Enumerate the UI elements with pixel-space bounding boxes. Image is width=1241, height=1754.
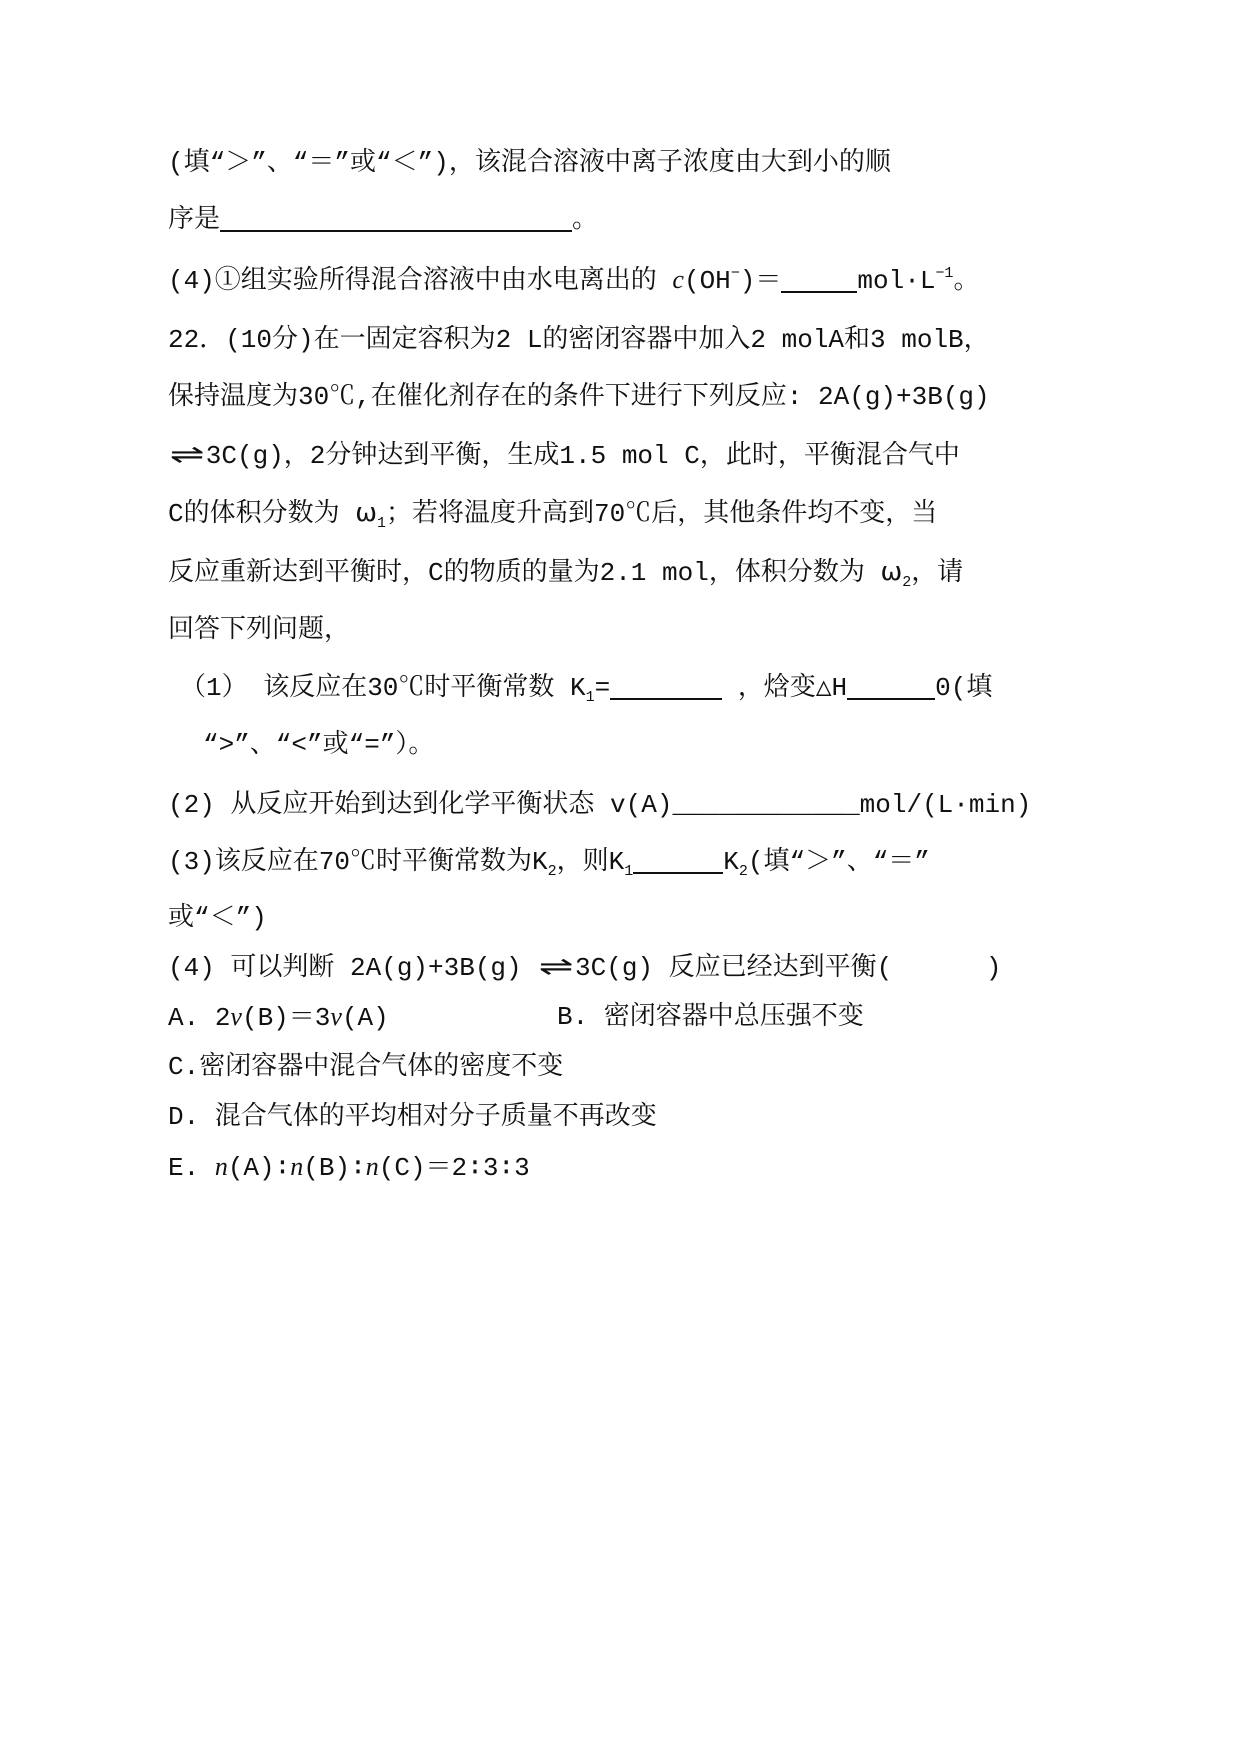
option-d bbox=[168, 1100, 657, 1134]
option-b bbox=[557, 1000, 864, 1034]
option-a bbox=[168, 1000, 389, 1034]
equilibrium-constant-blank bbox=[610, 698, 722, 700]
amount-symbol-n: n bbox=[290, 1152, 304, 1181]
period-mark: 。 bbox=[572, 205, 599, 235]
enthalpy-sign-blank bbox=[847, 698, 935, 700]
q22-sub1-hint-line bbox=[203, 728, 434, 762]
option-a-coefficient: 2 bbox=[214, 1003, 231, 1033]
period-mark: 。 bbox=[953, 266, 980, 296]
option-e-part-1: (A)∶ bbox=[227, 1153, 291, 1183]
q22-intro-text-6: 回答下列问题， bbox=[168, 615, 351, 645]
ion-order-prompt: 序是 bbox=[168, 205, 221, 235]
q21-fill-instruction-text: (填“＞”、“＝”或“＜”)，该混合溶液中离子浓度由大到小的顺 bbox=[168, 148, 891, 178]
q22-intro-line-3 bbox=[168, 438, 960, 472]
option-c-text: C.密闭容器中混合气体的密度不变 bbox=[168, 1052, 564, 1082]
option-c bbox=[168, 1050, 563, 1084]
hydroxide-concentration-blank bbox=[781, 291, 857, 293]
q22-intro-text-5b: ，请 bbox=[911, 558, 964, 588]
concentration-unit: mol·L bbox=[857, 266, 936, 296]
amount-symbol-n: n bbox=[214, 1152, 228, 1181]
option-b-text: B. 密闭容器中总压强不变 bbox=[557, 1002, 864, 1032]
q22-intro-line-2 bbox=[168, 380, 990, 414]
q22-intro-line-1 bbox=[168, 323, 990, 357]
hydroxide-charge: − bbox=[730, 265, 740, 282]
concentration-symbol-c: c bbox=[672, 265, 684, 294]
sub3-stem: (3)该反应在70℃时平衡常数为K bbox=[168, 847, 548, 877]
q22-intro-text-1: 22．(10分)在一固定容积为2 L的密闭容器中加入2 molA和3 molB， bbox=[168, 325, 990, 355]
ion-order-answer-blank bbox=[220, 230, 572, 232]
rate-symbol-v: v bbox=[230, 1002, 242, 1031]
q22-intro-line-5 bbox=[168, 555, 963, 589]
q22-sub3-hint-line bbox=[168, 901, 267, 935]
q22-intro-text-4a: C的体积分数为 bbox=[168, 499, 356, 529]
volume-fraction-subscript: 2 bbox=[902, 574, 912, 591]
option-d-text: D. 混合气体的平均相对分子质量不再改变 bbox=[168, 1102, 657, 1132]
equilibrium-arrow-icon: ⇌ bbox=[538, 952, 574, 982]
option-e bbox=[168, 1150, 530, 1184]
k-subscript: 1 bbox=[585, 689, 595, 706]
sub4-stem-a: (4) 可以判断 2A(g)+3B(g) bbox=[168, 953, 538, 983]
q21-fill-instruction-line bbox=[168, 146, 891, 180]
k-subscript: 1 bbox=[624, 863, 634, 880]
volume-fraction-symbol: ω bbox=[355, 498, 377, 528]
q22-intro-text-2: 保持温度为30℃,在催化剂存在的条件下进行下列反应: 2A(g)+3B(g) bbox=[168, 382, 990, 412]
option-e-part-3: (C)＝2∶3∶3 bbox=[378, 1153, 530, 1183]
equals-sign: )＝ bbox=[739, 266, 782, 296]
k-comparison-blank bbox=[633, 872, 723, 874]
rate-unit: mol/(L·min) bbox=[859, 790, 1032, 820]
q22-sub2-line bbox=[168, 788, 1031, 822]
sub3-then-k: ，则K bbox=[556, 847, 625, 877]
k-subscript: 2 bbox=[547, 863, 557, 880]
sub1-stem: （1） 该反应在30℃时平衡常数 K bbox=[180, 673, 586, 703]
sub3-fill-options: 或“＜”) bbox=[168, 903, 267, 933]
option-a-end: (A) bbox=[341, 1003, 389, 1033]
sub2-stem: (2) 从反应开始到达到化学平衡状态 v(A) bbox=[168, 790, 673, 820]
q22-intro-text-4b: ；若将温度升高到70℃后，其他条件均不变，当 bbox=[386, 499, 938, 529]
sub3-fill-hint: (填“＞”、“＝” bbox=[747, 847, 930, 877]
q22-intro-line-4 bbox=[168, 496, 937, 530]
option-e-label: E. bbox=[168, 1153, 215, 1183]
equilibrium-arrow-icon: ⇌ bbox=[169, 440, 205, 470]
q22-intro-line-6 bbox=[168, 613, 350, 647]
sub1-fill-hint: 0(填 bbox=[935, 673, 993, 703]
q21-part4-line bbox=[168, 263, 979, 297]
hydroxide-formula: (OH bbox=[683, 266, 731, 296]
volume-fraction-subscript: 1 bbox=[377, 515, 387, 532]
sub4-stem-b: 3C(g) 反应已经达到平衡( ) bbox=[575, 953, 1002, 983]
option-e-part-2: (B)∶ bbox=[303, 1153, 366, 1183]
q22-sub4-line bbox=[168, 950, 1001, 984]
enthalpy-prompt: ，焓变△H bbox=[722, 673, 848, 703]
q22-intro-text-3: 3C(g)，2分钟达到平衡，生成1.5 mol C，此时，平衡混合气中 bbox=[205, 441, 960, 471]
q22-sub3-line bbox=[168, 845, 930, 879]
equals-sign: = bbox=[594, 673, 611, 703]
option-a-middle: (B)＝3 bbox=[241, 1003, 331, 1033]
k-symbol: K bbox=[723, 847, 739, 877]
q22-sub1-line bbox=[180, 671, 992, 705]
volume-fraction-symbol: ω bbox=[880, 557, 903, 587]
sub1-fill-options: “>”、“<”或“=”）。 bbox=[203, 730, 435, 760]
unit-exponent: −1 bbox=[935, 265, 954, 282]
q22-intro-text-5a: 反应重新达到平衡时，C的物质的量为2.1 mol，体积分数为 bbox=[168, 558, 881, 588]
option-a-label: A. bbox=[168, 1003, 215, 1033]
k-subscript: 2 bbox=[738, 863, 748, 880]
q21-ion-order-line bbox=[168, 203, 598, 237]
amount-symbol-n: n bbox=[365, 1152, 379, 1181]
rate-symbol-v: v bbox=[330, 1002, 342, 1031]
rate-answer-blank: ____________ bbox=[672, 790, 860, 820]
part4-stem: (4)①组实验所得混合溶液中由水电离出的 bbox=[168, 266, 673, 296]
